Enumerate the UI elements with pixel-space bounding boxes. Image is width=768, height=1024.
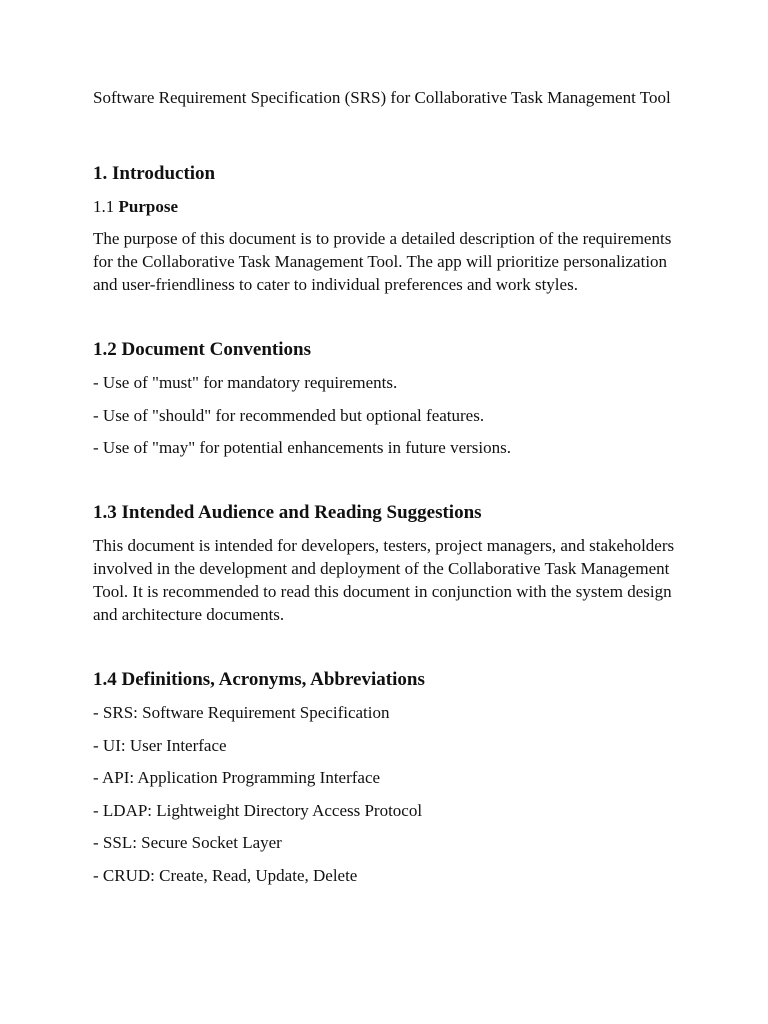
- subsection-heading-purpose: [93, 195, 693, 218]
- section-heading-intended-audience: 1.3 Intended Audience and Reading Suggestions: [93, 502, 482, 523]
- subsection-label: Purpose: [118, 197, 178, 216]
- list-item: - SRS: Software Requirement Specification: [93, 703, 390, 722]
- section-heading-document-conventions: 1.2 Document Conventions: [93, 339, 311, 360]
- subsection-number: 1.1: [93, 197, 115, 216]
- list-item: - LDAP: Lightweight Directory Access Protocol: [93, 800, 423, 820]
- document-page: [93, 86, 693, 887]
- list-item: - Use of "may" for potential enhancements in future versions.: [93, 438, 511, 457]
- list-item: - Use of "must" for mandatory requirements.: [93, 373, 398, 392]
- list-item: - API: Application Programming Interface: [93, 768, 381, 787]
- list-item: - SSL: Secure Socket Layer: [93, 833, 282, 852]
- section-heading-definitions: 1.4 Definitions, Acronyms, Abbreviations: [93, 669, 425, 690]
- section-heading-introduction: 1. Introduction: [93, 163, 216, 184]
- list-item: - CRUD: Create, Read, Update, Delete: [93, 865, 358, 885]
- document-title: Software Requirement Specification (SRS) for Collaborative Task Management Tool: [93, 88, 671, 107]
- audience-paragraph: This document is intended for developers, testers, project managers, and stakeholders involved in the development and deployment of the Collaborative Task Management Tool. It is recommended to read this document in conjunction with the system design and architecture documents.: [93, 536, 675, 624]
- definitions-list: [93, 701, 693, 887]
- list-item: - UI: User Interface: [93, 735, 227, 755]
- conventions-list: [93, 371, 693, 459]
- purpose-paragraph: The purpose of this document is to provide a detailed description of the requirements for the Collaborative Task Management Tool. The app will prioritize personalization and user-friendliness to cater to individual preferences and work styles.: [93, 229, 672, 294]
- list-item: - Use of "should" for recommended but optional features.: [93, 405, 485, 425]
